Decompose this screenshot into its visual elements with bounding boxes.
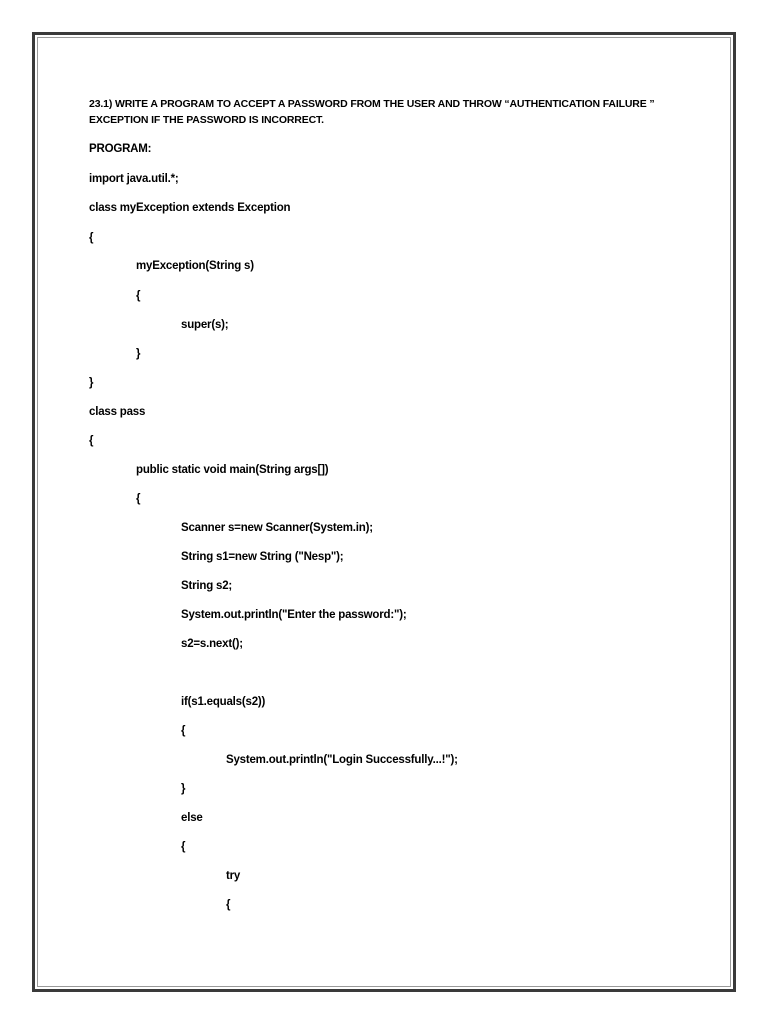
code-line: if(s1.equals(s2)) xyxy=(181,696,266,708)
code-line: myException(String s) xyxy=(136,260,254,272)
code-line: { xyxy=(89,435,94,447)
code-line: { xyxy=(226,899,231,911)
program-label: PROGRAM: xyxy=(89,143,152,155)
code-line: { xyxy=(136,493,141,505)
code-line: } xyxy=(181,783,186,795)
code-line: class myException extends Exception xyxy=(89,202,291,214)
code-line: { xyxy=(89,232,94,244)
code-line: Scanner s=new Scanner(System.in); xyxy=(181,522,373,534)
code-line: { xyxy=(181,841,186,853)
code-line: { xyxy=(181,725,186,737)
code-line: { xyxy=(136,290,141,302)
code-line: String s2; xyxy=(181,580,233,592)
code-line: System.out.println("Enter the password:"); xyxy=(181,609,407,621)
code-line: s2=s.next(); xyxy=(181,638,243,650)
code-line: class pass xyxy=(89,406,146,418)
code-line: } xyxy=(136,348,141,360)
code-line: try xyxy=(226,870,241,882)
code-line: System.out.println("Login Successfully...!"); xyxy=(226,754,458,766)
code-line: public static void main(String args[]) xyxy=(136,464,329,476)
question-heading: 23.1) WRITE A PROGRAM TO ACCEPT A PASSWORD FROM THE USER AND THROW “AUTHENTICATION FAILURE ” EXCEPTION IF THE PASSWORD IS INCORRECT. xyxy=(89,98,655,126)
code-line: import java.util.*; xyxy=(89,173,179,185)
code-line: super(s); xyxy=(181,319,229,331)
code-line: } xyxy=(89,377,94,389)
code-line: else xyxy=(181,812,203,824)
code-line: String s1=new String ("Nesp"); xyxy=(181,551,344,563)
